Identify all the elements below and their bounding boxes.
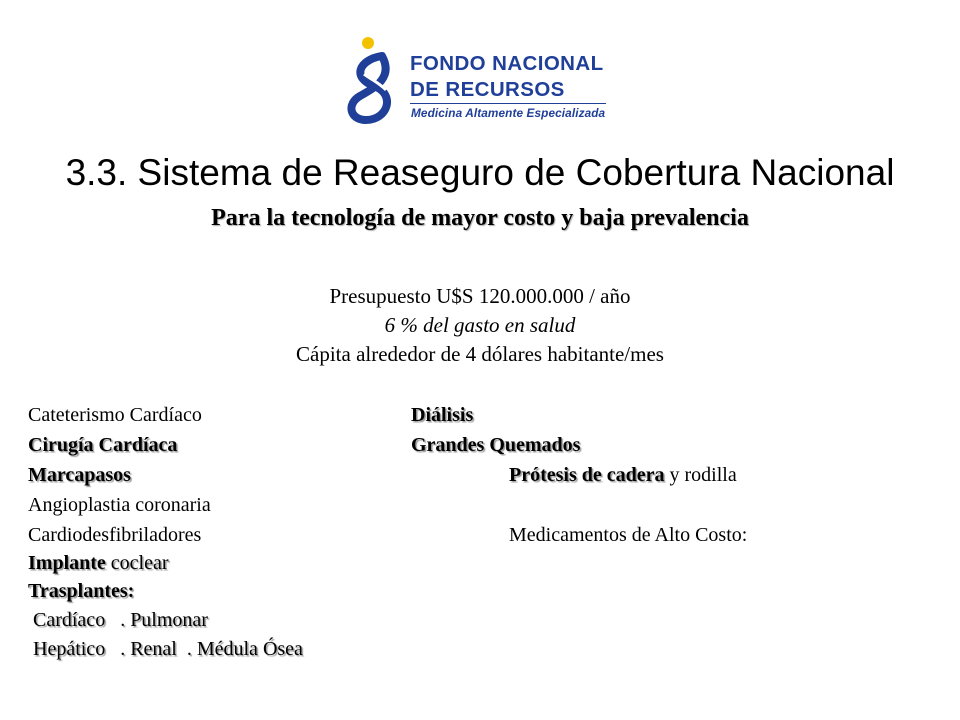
trasplante-medula: . Médula Ósea	[176, 638, 303, 660]
trasplante-renal: . Renal	[105, 638, 177, 660]
fnr-logo	[344, 34, 612, 126]
budget-line-2: 6 % del gasto en salud	[384, 313, 576, 337]
coclear-label: coclear	[105, 552, 169, 574]
budget-block	[0, 282, 960, 369]
logo-tagline: Medicina Altamente Especializada	[411, 106, 606, 120]
item-trasplantes-row-2	[28, 637, 303, 661]
item-quemados: Grandes Quemados	[411, 434, 581, 456]
item-protesis	[509, 463, 737, 487]
item-angioplastia: Angioplastia coronaria	[28, 494, 211, 516]
implante-label: Implante	[28, 552, 106, 574]
trasplante-hepatico: Hepático	[28, 638, 106, 660]
item-cardiodesfibriladores: Cardiodesfibriladores	[28, 524, 202, 546]
item-trasplantes-row-1	[28, 608, 208, 632]
medicamentos-colon: :	[741, 524, 748, 546]
item-implante	[28, 551, 169, 575]
item-dialisis: Diálisis	[411, 404, 474, 426]
item-marcapasos: Marcapasos	[28, 464, 131, 486]
medicamentos-label: Medicamentos de Alto Costo	[509, 524, 742, 546]
budget-line-1: Presupuesto U$S 120.000.000 / año	[329, 284, 631, 308]
logo-rule	[410, 103, 606, 104]
fnr-emblem-icon	[344, 34, 404, 126]
item-cateterismo: Cateterismo Cardíaco	[28, 404, 202, 426]
page-subtitle: Para la tecnología de mayor costo y baja prevalencia	[211, 205, 749, 231]
page-title: 3.3. Sistema de Reaseguro de Cobertura Nacional	[65, 152, 895, 193]
item-trasplantes: Trasplantes:	[28, 580, 135, 602]
budget-line-3: Cápita alrededor de 4 dólares habitante/mes	[296, 342, 664, 366]
rodilla-label: y rodilla	[664, 464, 737, 486]
logo-line-1: FONDO NACIONAL	[410, 52, 604, 75]
trasplante-pulmonar: . Pulmonar	[105, 609, 208, 631]
item-cirugia: Cirugía Cardíaca	[28, 434, 178, 456]
trasplante-cardiaco: Cardíaco	[28, 609, 106, 631]
logo-line-2: DE RECURSOS	[410, 78, 565, 101]
protesis-label: Prótesis de cadera	[509, 464, 665, 486]
item-medicamentos	[509, 523, 747, 547]
